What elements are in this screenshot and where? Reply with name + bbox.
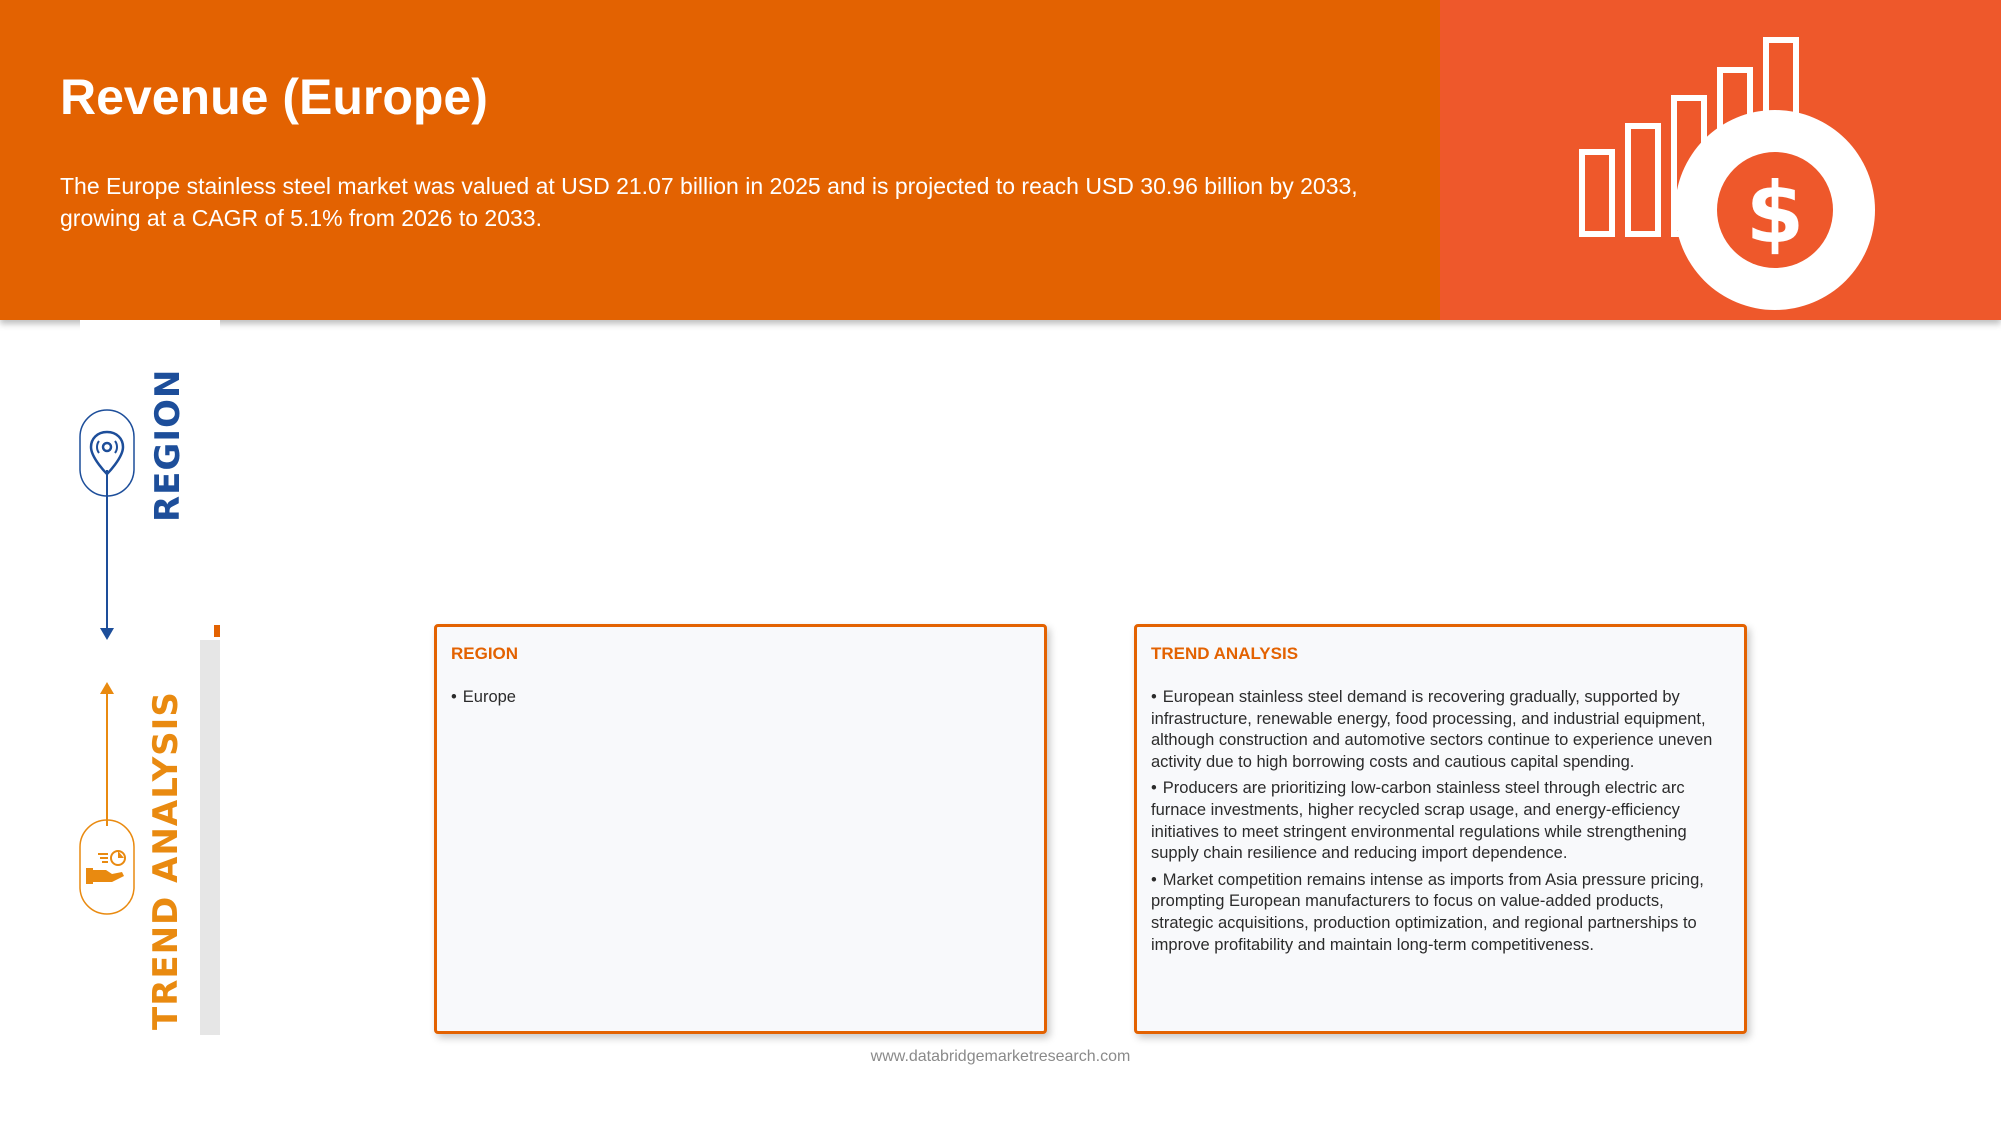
list-item-text: Producers are prioritizing low-carbon stainless steel through electric arc furnace investments, higher recycled scrap usage, and energy-efficiency initiatives to meet stringent environmental regulations while strengthening supply chain resilience and reducing import dependence. <box>1151 779 1687 863</box>
list-item: • Market competition remains intense as imports from Asia pressure pricing, prompting European manufacturers to focus on value-added products, strategic acquisitions, production optimization, and regional partnerships to improve profitability and maintain long-term competitiveness. <box>1151 870 1704 954</box>
trend-connector-line <box>106 694 108 826</box>
svg-text:$: $ <box>1745 164 1805 262</box>
sidebar-rail <box>200 640 220 1035</box>
footer-website-link[interactable]: www.databridgemarketresearch.com <box>870 1048 1131 1065</box>
trend-card-title: TREND ANALYSIS <box>1151 644 1299 663</box>
list-item: • Europe <box>451 688 516 706</box>
sidebar-accent-marker <box>214 625 220 637</box>
region-connector-line <box>106 470 108 628</box>
list-item-text: European stainless steel demand is recovering gradually, supported by infrastructure, renewable energy, food processing, and industrial equipment, although construction and automotive sectors continue to experience uneven activity due to high borrowing costs and cautious capital spending. <box>1151 688 1713 771</box>
trend-analysis-card <box>1134 624 1747 1034</box>
hand-chart-icon <box>78 818 136 916</box>
list-item: • European stainless steel demand is recovering gradually, supported by infrastructure, renewable energy, food processing, and industrial equipment, although construction and automotive sectors continue to experience uneven activity due to high borrowing costs and cautious capital spending. <box>1151 688 1713 771</box>
region-card-title: REGION <box>451 644 519 663</box>
header-banner <box>0 0 2001 320</box>
sidebar-region-label: REGION <box>148 368 188 522</box>
page-title: Revenue (Europe) <box>60 69 488 125</box>
arrow-down-icon <box>100 628 114 640</box>
page-subtitle: The Europe stainless steel market was valued at USD 21.07 billion in 2025 and is projected to reach USD 30.96 billion by 2033, growing at a CAGR of 5.1% from 2026 to 2033. <box>60 173 1358 231</box>
list-item: • Producers are prioritizing low-carbon stainless steel through electric arc furnace investments, higher recycled scrap usage, and energy-efficiency initiatives to meet stringent environmental regulations while strengthening supply chain resilience and reducing import dependence. <box>1151 779 1687 863</box>
list-item-text: Europe <box>462 688 516 706</box>
revenue-chart-dollar-icon <box>1570 30 1880 320</box>
arrow-up-icon <box>100 682 114 694</box>
region-list <box>451 687 1030 709</box>
sidebar-tab <box>80 320 220 334</box>
list-item-text: Market competition remains intense as imports from Asia pressure pricing, prompting European manufacturers to focus on value-added products, strategic acquisitions, production optimization, and regional partnerships to improve profitability and maintain long-term competitiveness. <box>1151 870 1704 954</box>
trend-list <box>1151 687 1730 956</box>
sidebar-trend-label: TREND ANALYSIS <box>146 691 186 1030</box>
region-card <box>434 624 1047 1034</box>
